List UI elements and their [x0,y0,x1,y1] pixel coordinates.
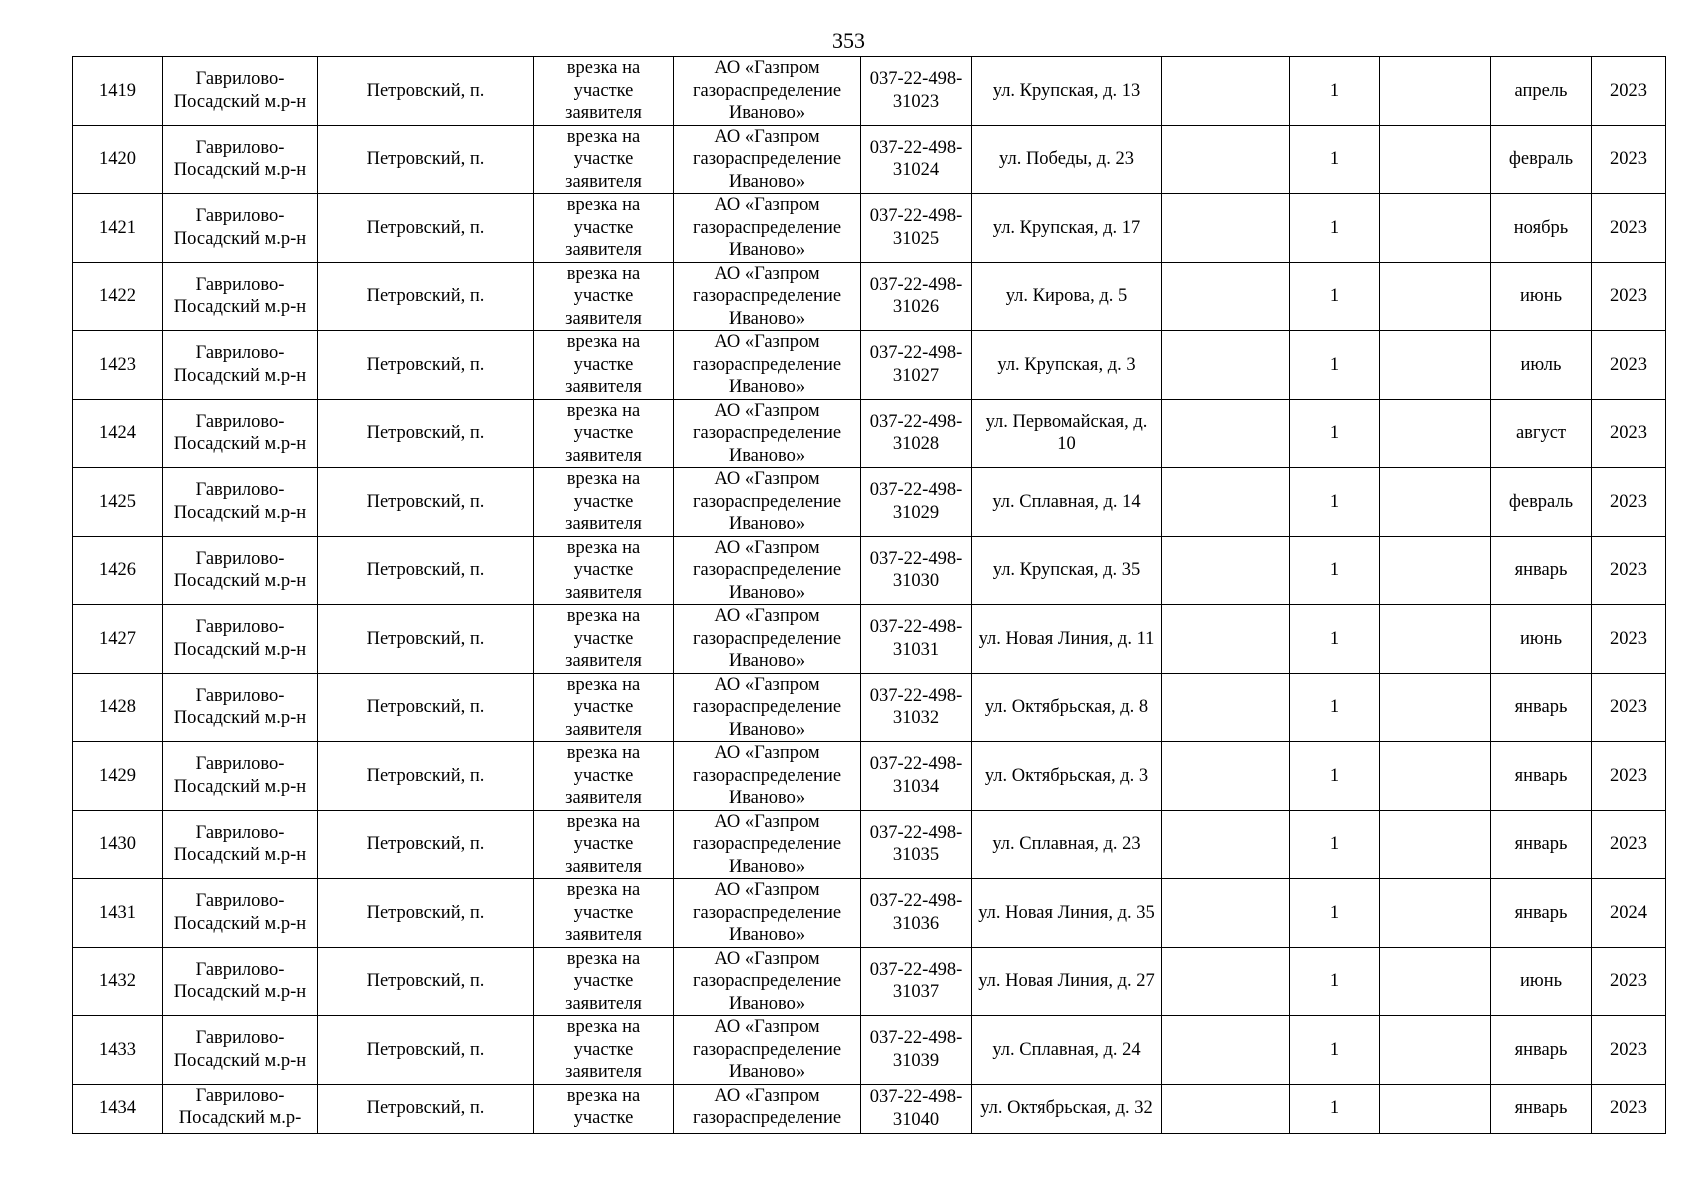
district-cell: Гаврилово-Посадский м.р-н [163,194,318,263]
year-cell: 2023 [1592,673,1666,742]
empty-cell [1162,194,1290,263]
settlement-cell: Петровский, п. [318,605,534,674]
object-code-cell: 037-22-498-31034 [861,742,972,811]
quantity-cell: 1 [1290,331,1380,400]
object-code-cell: 037-22-498-31026 [861,262,972,331]
quantity-cell: 1 [1290,399,1380,468]
district-cell: Гаврилово-Посадский м.р-н [163,1016,318,1085]
district-cell: Гаврилово-Посадский м.р-н [163,605,318,674]
address-cell: ул. Крупская, д. 3 [972,331,1162,400]
table-row [73,125,1666,194]
record-number-cell: 1429 [73,742,163,811]
quantity-cell: 1 [1290,810,1380,879]
connection-method-cell: врезка на участке заявителя [534,399,674,468]
address-cell: ул. Новая Линия, д. 35 [972,879,1162,948]
settlement-cell: Петровский, п. [318,1084,534,1133]
organization-cell: АО «Газпром газораспределение Иваново» [674,57,861,126]
year-cell: 2023 [1592,947,1666,1016]
table-row [73,399,1666,468]
connection-method-cell: врезка на участке заявителя [534,262,674,331]
empty-cell [1162,605,1290,674]
address-cell: ул. Крупская, д. 13 [972,57,1162,126]
settlement-cell: Петровский, п. [318,331,534,400]
connection-method-cell: врезка на участке заявителя [534,1016,674,1085]
district-cell: Гаврилово-Посадский м.р-н [163,468,318,537]
record-number-cell: 1419 [73,57,163,126]
record-number-cell: 1432 [73,947,163,1016]
quantity-cell: 1 [1290,947,1380,1016]
district-cell: Гаврилово-Посадский м.р-н [163,673,318,742]
table-row [73,468,1666,537]
empty-cell [1380,947,1491,1016]
district-cell: Гаврилово-Посадский м.р-н [163,536,318,605]
record-number-cell: 1434 [73,1084,163,1133]
district-cell: Гаврилово-Посадский м.р-н [163,810,318,879]
connection-method-cell: врезка на участке заявителя [534,947,674,1016]
object-code-cell: 037-22-498-31036 [861,879,972,948]
settlement-cell: Петровский, п. [318,879,534,948]
empty-cell [1380,673,1491,742]
empty-cell [1162,947,1290,1016]
month-cell: июль [1491,331,1592,400]
month-cell: апрель [1491,57,1592,126]
empty-cell [1162,1016,1290,1085]
district-cell: Гаврилово-Посадский м.р-н [163,262,318,331]
object-code-cell: 037-22-498-31029 [861,468,972,537]
page-number: 353 [832,28,865,53]
empty-cell [1162,673,1290,742]
district-cell: Гаврилово-Посадский м.р-н [163,399,318,468]
record-number-cell: 1433 [73,1016,163,1085]
month-cell: февраль [1491,468,1592,537]
record-number-cell: 1431 [73,879,163,948]
table-row [73,879,1666,948]
connection-method-cell: врезка на участке заявителя [534,605,674,674]
month-cell: январь [1491,673,1592,742]
month-cell: январь [1491,536,1592,605]
record-number-cell: 1427 [73,605,163,674]
record-number-cell: 1428 [73,673,163,742]
connection-method-cell: врезка на участке заявителя [534,742,674,811]
organization-cell: АО «Газпром газораспределение Иваново» [674,399,861,468]
empty-cell [1162,262,1290,331]
object-code-cell: 037-22-498-31039 [861,1016,972,1085]
empty-cell [1162,1084,1290,1133]
quantity-cell: 1 [1290,468,1380,537]
table-row [73,262,1666,331]
empty-cell [1162,742,1290,811]
record-number-cell: 1424 [73,399,163,468]
district-cell: Гаврилово-Посадский м.р- [163,1084,318,1133]
table-row [73,331,1666,400]
empty-cell [1380,1084,1491,1133]
year-cell: 2023 [1592,125,1666,194]
table-row [73,673,1666,742]
connection-method-cell: врезка на участке [534,1084,674,1133]
record-number-cell: 1426 [73,536,163,605]
month-cell: июнь [1491,947,1592,1016]
connection-method-cell: врезка на участке заявителя [534,194,674,263]
address-cell: ул. Октябрьская, д. 3 [972,742,1162,811]
year-cell: 2023 [1592,194,1666,263]
table-row [73,947,1666,1016]
address-cell: ул. Крупская, д. 35 [972,536,1162,605]
registry-table [72,56,1666,1134]
connection-method-cell: врезка на участке заявителя [534,331,674,400]
object-code-cell: 037-22-498-31030 [861,536,972,605]
district-cell: Гаврилово-Посадский м.р-н [163,879,318,948]
empty-cell [1162,879,1290,948]
object-code-cell: 037-22-498-31035 [861,810,972,879]
table-row [73,194,1666,263]
month-cell: январь [1491,810,1592,879]
connection-method-cell: врезка на участке заявителя [534,125,674,194]
record-number-cell: 1420 [73,125,163,194]
organization-cell: АО «Газпром газораспределение Иваново» [674,125,861,194]
record-number-cell: 1425 [73,468,163,537]
settlement-cell: Петровский, п. [318,536,534,605]
address-cell: ул. Октябрьская, д. 32 [972,1084,1162,1133]
quantity-cell: 1 [1290,605,1380,674]
table-body [73,57,1666,1134]
district-cell: Гаврилово-Посадский м.р-н [163,742,318,811]
address-cell: ул. Сплавная, д. 24 [972,1016,1162,1085]
record-number-cell: 1421 [73,194,163,263]
empty-cell [1380,742,1491,811]
month-cell: январь [1491,1084,1592,1133]
organization-cell: АО «Газпром газораспределение Иваново» [674,673,861,742]
quantity-cell: 1 [1290,742,1380,811]
quantity-cell: 1 [1290,536,1380,605]
settlement-cell: Петровский, п. [318,947,534,1016]
organization-cell: АО «Газпром газораспределение Иваново» [674,536,861,605]
settlement-cell: Петровский, п. [318,262,534,331]
quantity-cell: 1 [1290,125,1380,194]
organization-cell: АО «Газпром газораспределение [674,1084,861,1133]
empty-cell [1380,262,1491,331]
table-row [73,605,1666,674]
object-code-cell: 037-22-498-31023 [861,57,972,126]
empty-cell [1380,810,1491,879]
empty-cell [1380,1016,1491,1085]
empty-cell [1380,399,1491,468]
district-cell: Гаврилово-Посадский м.р-н [163,947,318,1016]
address-cell: ул. Победы, д. 23 [972,125,1162,194]
year-cell: 2023 [1592,536,1666,605]
address-cell: ул. Крупская, д. 17 [972,194,1162,263]
connection-method-cell: врезка на участке заявителя [534,57,674,126]
address-cell: ул. Кирова, д. 5 [972,262,1162,331]
address-cell: ул. Сплавная, д. 14 [972,468,1162,537]
quantity-cell: 1 [1290,57,1380,126]
year-cell: 2024 [1592,879,1666,948]
year-cell: 2023 [1592,1084,1666,1133]
month-cell: ноябрь [1491,194,1592,263]
year-cell: 2023 [1592,742,1666,811]
month-cell: январь [1491,1016,1592,1085]
table-row [73,810,1666,879]
record-number-cell: 1430 [73,810,163,879]
organization-cell: АО «Газпром газораспределение Иваново» [674,1016,861,1085]
organization-cell: АО «Газпром газораспределение Иваново» [674,262,861,331]
record-number-cell: 1423 [73,331,163,400]
object-code-cell: 037-22-498-31024 [861,125,972,194]
connection-method-cell: врезка на участке заявителя [534,810,674,879]
address-cell: ул. Новая Линия, д. 27 [972,947,1162,1016]
year-cell: 2023 [1592,331,1666,400]
empty-cell [1380,125,1491,194]
organization-cell: АО «Газпром газораспределение Иваново» [674,194,861,263]
settlement-cell: Петровский, п. [318,742,534,811]
settlement-cell: Петровский, п. [318,125,534,194]
empty-cell [1162,810,1290,879]
organization-cell: АО «Газпром газораспределение Иваново» [674,947,861,1016]
table-row [73,536,1666,605]
quantity-cell: 1 [1290,673,1380,742]
record-number-cell: 1422 [73,262,163,331]
district-cell: Гаврилово-Посадский м.р-н [163,125,318,194]
organization-cell: АО «Газпром газораспределение Иваново» [674,810,861,879]
district-cell: Гаврилово-Посадский м.р-н [163,331,318,400]
quantity-cell: 1 [1290,194,1380,263]
empty-cell [1380,468,1491,537]
settlement-cell: Петровский, п. [318,468,534,537]
settlement-cell: Петровский, п. [318,194,534,263]
organization-cell: АО «Газпром газораспределение Иваново» [674,468,861,537]
year-cell: 2023 [1592,468,1666,537]
table-row [73,1016,1666,1085]
address-cell: ул. Первомайская, д. 10 [972,399,1162,468]
empty-cell [1162,125,1290,194]
organization-cell: АО «Газпром газораспределение Иваново» [674,879,861,948]
connection-method-cell: врезка на участке заявителя [534,879,674,948]
month-cell: июнь [1491,262,1592,331]
year-cell: 2023 [1592,57,1666,126]
empty-cell [1380,879,1491,948]
settlement-cell: Петровский, п. [318,399,534,468]
empty-cell [1162,57,1290,126]
object-code-cell: 037-22-498-31025 [861,194,972,263]
connection-method-cell: врезка на участке заявителя [534,468,674,537]
address-cell: ул. Новая Линия, д. 11 [972,605,1162,674]
quantity-cell: 1 [1290,262,1380,331]
object-code-cell: 037-22-498-31040 [861,1084,972,1133]
empty-cell [1380,536,1491,605]
district-cell: Гаврилово-Посадский м.р-н [163,57,318,126]
organization-cell: АО «Газпром газораспределение Иваново» [674,742,861,811]
empty-cell [1380,194,1491,263]
address-cell: ул. Октябрьская, д. 8 [972,673,1162,742]
quantity-cell: 1 [1290,1084,1380,1133]
connection-method-cell: врезка на участке заявителя [534,673,674,742]
object-code-cell: 037-22-498-31032 [861,673,972,742]
object-code-cell: 037-22-498-31027 [861,331,972,400]
month-cell: январь [1491,742,1592,811]
year-cell: 2023 [1592,399,1666,468]
empty-cell [1162,399,1290,468]
organization-cell: АО «Газпром газораспределение Иваново» [674,331,861,400]
empty-cell [1380,331,1491,400]
object-code-cell: 037-22-498-31028 [861,399,972,468]
quantity-cell: 1 [1290,1016,1380,1085]
object-code-cell: 037-22-498-31031 [861,605,972,674]
year-cell: 2023 [1592,262,1666,331]
object-code-cell: 037-22-498-31037 [861,947,972,1016]
settlement-cell: Петровский, п. [318,810,534,879]
year-cell: 2023 [1592,605,1666,674]
year-cell: 2023 [1592,810,1666,879]
month-cell: январь [1491,879,1592,948]
address-cell: ул. Сплавная, д. 23 [972,810,1162,879]
month-cell: февраль [1491,125,1592,194]
empty-cell [1162,331,1290,400]
connection-method-cell: врезка на участке заявителя [534,536,674,605]
empty-cell [1162,536,1290,605]
table-row [73,1084,1666,1133]
empty-cell [1380,605,1491,674]
empty-cell [1162,468,1290,537]
settlement-cell: Петровский, п. [318,57,534,126]
quantity-cell: 1 [1290,879,1380,948]
month-cell: август [1491,399,1592,468]
settlement-cell: Петровский, п. [318,1016,534,1085]
table-row [73,57,1666,126]
settlement-cell: Петровский, п. [318,673,534,742]
month-cell: июнь [1491,605,1592,674]
organization-cell: АО «Газпром газораспределение Иваново» [674,605,861,674]
table-row [73,742,1666,811]
year-cell: 2023 [1592,1016,1666,1085]
empty-cell [1380,57,1491,126]
